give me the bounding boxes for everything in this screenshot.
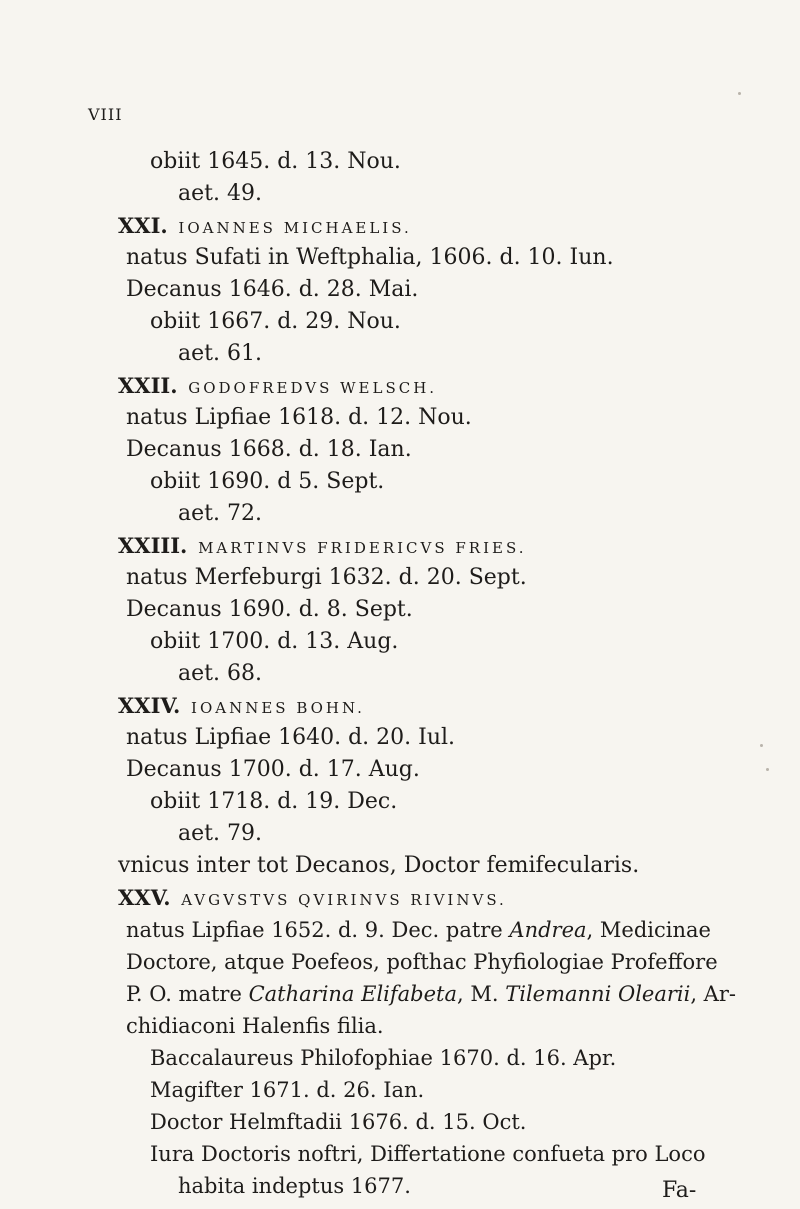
text-line: Doctore, atque Poefeos, pofthac Phyfiologiae Profeffore xyxy=(126,950,718,974)
text-line: Baccalaureus Philofophiae 1670. d. 16. Apr. xyxy=(150,1046,617,1070)
catchword: Fa- xyxy=(662,1178,697,1203)
entry-name: MARTINVS FRIDERICVS FRIES. xyxy=(198,539,527,557)
entry-name: IOANNES MICHAELIS. xyxy=(178,219,412,237)
entry-name: IOANNES BOHN. xyxy=(191,699,365,717)
text-line: obiit 1667. d. 29. Nou. xyxy=(150,309,401,334)
text-line: obiit 1645. d. 13. Nou. xyxy=(150,149,401,174)
text-line xyxy=(126,980,736,1008)
text-run: , Medicinae xyxy=(586,918,711,942)
text-line: Decanus 1668. d. 18. Ian. xyxy=(126,437,412,462)
entry-heading xyxy=(118,692,365,722)
text-run: natus Lipfiae 1652. d. 9. Dec. patre xyxy=(126,918,510,942)
text-line: aet. 49. xyxy=(178,181,262,206)
text-line: chidiaconi Halenfis filia. xyxy=(126,1014,384,1038)
text-line: obiit 1718. d. 19. Dec. xyxy=(150,789,398,814)
italic-name: Tilemanni Olearii xyxy=(505,982,691,1006)
entry-heading xyxy=(118,372,437,402)
entry-name: AVGVSTVS QVIRINVS RIVINVS. xyxy=(181,891,507,909)
paper-speck xyxy=(766,768,769,771)
italic-name: Catharina Elifabeta xyxy=(248,982,458,1006)
text-line: obiit 1700. d. 13. Aug. xyxy=(150,629,399,654)
text-run: , Ar- xyxy=(690,982,736,1006)
page-number: VIII xyxy=(88,105,123,124)
text-line: vnicus inter tot Decanos, Doctor femifecularis. xyxy=(118,853,640,878)
text-line: aet. 68. xyxy=(178,661,262,686)
text-line: aet. 72. xyxy=(178,501,262,526)
text-run: P. O. matre xyxy=(126,982,249,1006)
entry-number: XXI. xyxy=(118,213,168,238)
italic-name: Andrea xyxy=(509,918,587,942)
paper-speck xyxy=(760,744,763,747)
paper-speck xyxy=(738,92,741,95)
text-line: aet. 79. xyxy=(178,821,262,846)
text-line: Iura Doctoris noftri, Differtatione confueta pro Loco xyxy=(150,1142,706,1166)
text-line: Decanus 1690. d. 8. Sept. xyxy=(126,597,413,622)
text-line: natus Lipfiae 1640. d. 20. Iul. xyxy=(126,725,456,750)
entry-heading xyxy=(118,884,507,914)
entry-number: XXIII. xyxy=(118,533,188,558)
text-line: habita indeptus 1677. xyxy=(178,1174,411,1198)
text-line: natus Sufati in Weftphalia, 1606. d. 10. Iun. xyxy=(126,245,614,270)
entry-number: XXV. xyxy=(118,885,171,910)
text-line: natus Merfeburgi 1632. d. 20. Sept. xyxy=(126,565,527,590)
text-line: Decanus 1700. d. 17. Aug. xyxy=(126,757,420,782)
text-line: natus Lipfiae 1618. d. 12. Nou. xyxy=(126,405,472,430)
entry-number: XXIV. xyxy=(118,693,181,718)
entry-heading xyxy=(118,532,526,562)
text-line: Doctor Helmftadii 1676. d. 15. Oct. xyxy=(150,1110,527,1134)
text-line: Decanus 1646. d. 28. Mai. xyxy=(126,277,419,302)
entry-heading xyxy=(118,212,412,242)
entry-name: GODOFREDVS WELSCH. xyxy=(188,379,438,397)
text-line xyxy=(126,916,711,944)
text-line: aet. 61. xyxy=(178,341,262,366)
text-line: Magifter 1671. d. 26. Ian. xyxy=(150,1078,425,1102)
text-run: , M. xyxy=(457,982,506,1006)
text-line: obiit 1690. d 5. Sept. xyxy=(150,469,385,494)
entry-number: XXII. xyxy=(118,373,178,398)
